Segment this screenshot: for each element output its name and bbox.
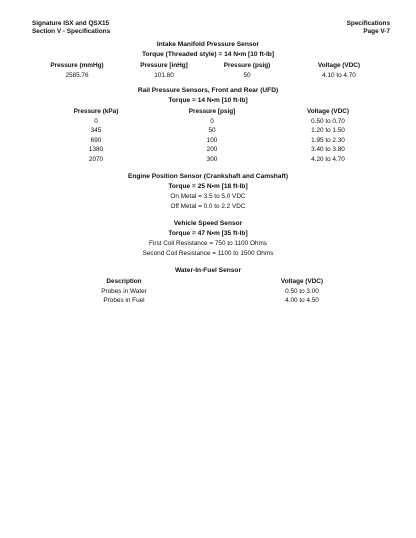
table-cell: Probes in Fuel [103,297,145,304]
table-cell: 4.20 to 4.70 [311,155,345,163]
table-cell: 1.95 to 2.30 [311,136,345,144]
table-cell: 4.10 to 4.70 [322,71,356,79]
vehicle-speed-torque: Torque = 47 N•m [35 ft-lb] [168,230,248,237]
table-cell: 0 [94,117,98,125]
table-cell: 0.50 to 0.70 [311,117,345,125]
engine-position-off-metal: Off Metal = 0.0 to 2.2 VDC [170,203,246,210]
second-coil-resistance: Second Coil Resistance = 1100 to 1500 Ohms [142,250,274,257]
table-cell: 50 [243,71,251,79]
column-header: Pressure [inHg] [140,62,188,69]
engine-position-title: Engine Position Sensor (Crankshaft and Camshaft) [127,173,289,180]
table-cell: 2585.76 [65,71,89,79]
manual-title: Signature ISX and QSX15 [32,20,110,27]
table-header-row [0,61,416,71]
table-row [0,136,416,146]
column-header: Voltage (VDC) [317,62,361,69]
rail-pressure-table [0,107,416,164]
section-title: Section V - Specifications [32,28,111,35]
table-cell: 50 [208,127,216,134]
table-cell: 2070 [88,155,104,163]
column-header: Pressure (kPa) [73,108,119,115]
column-header: Voltage (VDC) [306,108,350,115]
intake-manifold-table [0,61,416,80]
table-row [0,287,416,297]
page-header-right [347,20,390,36]
rail-pressure-torque: Torque = 14 N•m [10 ft-lb] [168,97,248,104]
table-row [0,117,416,127]
table-cell: 3.40 to 3.80 [311,146,345,153]
intake-manifold-torque: Torque (Threaded style) = 14 N•m [10 ft-lb] [141,51,275,58]
table-cell: 4.00 to 4.50 [285,297,319,304]
table-cell: 100 [206,136,218,144]
table-row [0,155,416,165]
table-header-row [0,107,416,117]
table-row [0,126,416,136]
first-coil-resistance: First Coil Resistance = 750 to 1100 Ohms [149,240,267,247]
engine-position-torque: Torque = 25 N•m [18 ft-lb] [168,183,248,190]
table-cell: 1380 [88,146,104,153]
water-in-fuel-table [0,277,416,306]
column-header: Pressure (mmHg) [50,62,104,69]
column-header: Pressure (psig) [223,62,271,69]
chapter-title: Specifications [346,20,390,27]
table-cell: 300 [206,155,218,163]
table-cell: 0 [210,117,214,125]
vehicle-speed-title: Vehicle Speed Sensor [173,220,243,227]
water-in-fuel-title: Water-In-Fuel Sensor [174,267,242,274]
table-row [0,71,416,81]
table-cell: 0.50 to 3.00 [285,287,319,295]
table-cell: Probes in Water [101,287,147,295]
table-cell: 1.20 to 1.50 [311,127,345,134]
page-header-left [32,20,110,36]
table-cell: 690 [90,136,102,144]
table-cell: 345 [90,127,102,134]
column-header: Description [106,278,142,285]
table-cell: 200 [206,146,218,153]
intake-manifold-title: Intake Manifold Pressure Sensor [156,41,260,48]
table-row [0,296,416,306]
column-header: Pressure [psig] [188,108,236,115]
table-cell: 101.80 [154,71,174,79]
rail-pressure-title: Rail Pressure Sensors, Front and Rear (UFD) [137,87,279,94]
table-header-row [0,277,416,287]
page-number: Page V-7 [363,28,390,35]
column-header: Voltage (VDC) [280,278,324,285]
table-row [0,145,416,155]
engine-position-on-metal: On Metal = 3.5 to 5.0 VDC [170,193,246,200]
